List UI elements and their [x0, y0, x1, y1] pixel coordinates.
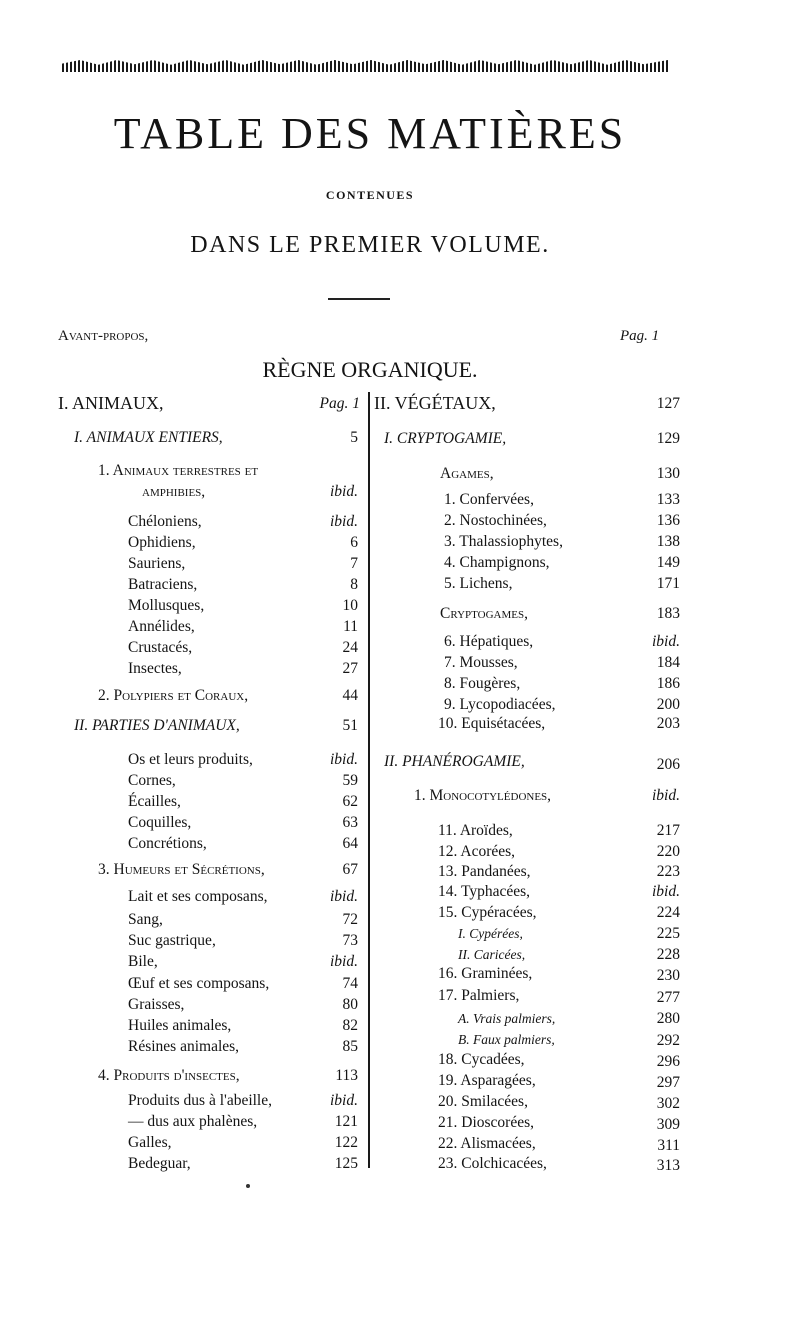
toc-page: 223 [656, 863, 680, 880]
toc-page: 220 [656, 843, 680, 860]
toc-entry: Résines animales, [128, 1038, 240, 1055]
toc-page: 74 [342, 975, 358, 992]
toc-entry: 17. Palmiers, [438, 987, 520, 1004]
toc-entry: Concrétions, [128, 835, 207, 852]
toc-page: 136 [656, 512, 680, 529]
toc-page: 44 [342, 687, 358, 704]
toc-page: 7 [350, 555, 358, 572]
toc-entry: 18. Cycadées, [438, 1051, 525, 1068]
toc-entry: 15. Cypéracées, [438, 904, 537, 921]
toc-entry: Suc gastrique, [128, 932, 216, 949]
toc-entry: A. Vrais palmiers, [458, 1011, 556, 1026]
toc-entry: 14. Typhacées, [438, 883, 531, 900]
toc-page: 228 [656, 946, 680, 963]
toc-entry: Mollusques, [128, 597, 205, 614]
toc-entry: Cryptogames, [440, 605, 528, 622]
toc-entry: 19. Asparagées, [438, 1072, 536, 1089]
print-mark [246, 1184, 250, 1188]
toc-entry: Insectes, [128, 660, 182, 677]
toc-page: 292 [656, 1032, 680, 1049]
subtitle-contenues: CONTENUES [325, 188, 415, 202]
toc-entry: Batraciens, [128, 576, 198, 593]
toc-entry: 1. Confervées, [444, 491, 534, 508]
toc-entry: Graisses, [128, 996, 185, 1013]
toc-page: 133 [656, 491, 680, 508]
toc-entry: Agames, [440, 465, 494, 482]
toc-entry: 21. Dioscorées, [438, 1114, 534, 1131]
toc-page: 5 [350, 429, 358, 446]
toc-entry: 6. Hépatiques, [444, 633, 534, 650]
foreword-label: Avant-propos, [58, 328, 149, 344]
toc-page: 206 [656, 756, 680, 773]
toc-entry: 1. Animaux terrestres et [98, 462, 259, 479]
left-header-page: Pag. 1 [319, 395, 360, 412]
toc-page: ibid. [330, 513, 358, 530]
toc-page: 67 [342, 861, 358, 878]
toc-page: 130 [656, 465, 680, 482]
toc-entry: Crustacés, [128, 639, 193, 656]
toc-page: 27 [342, 660, 358, 677]
toc-page: 186 [656, 675, 680, 692]
toc-entry: 8. Fougères, [444, 675, 521, 692]
toc-page: ibid. [330, 953, 358, 970]
title-rule [328, 298, 390, 300]
toc-entry: 9. Lycopodiacées, [444, 696, 556, 713]
right-header-page: 127 [656, 395, 680, 412]
column-divider [368, 392, 370, 1168]
toc-entry: 1. Monocotylédones, [414, 787, 552, 804]
toc-page: 10 [342, 597, 358, 614]
toc-page: ibid. [330, 751, 358, 768]
toc-page: 82 [342, 1017, 358, 1034]
toc-page: 73 [342, 932, 358, 949]
toc-entry: 3. Thalassiophytes, [444, 533, 563, 550]
foreword-page: Pag. 1 [620, 328, 660, 344]
toc-page: 8 [350, 576, 358, 593]
toc-entry: 10. Equisétacées, [438, 715, 546, 732]
toc-entry: II. PHANÉROGAMIE, [384, 753, 525, 770]
toc-page: 113 [335, 1067, 358, 1084]
toc-page: 184 [656, 654, 680, 671]
toc-entry: Chéloniens, [128, 513, 202, 530]
toc-entry: Écailles, [128, 793, 181, 810]
toc-entry: 11. Aroïdes, [438, 822, 513, 839]
toc-page: 63 [342, 814, 358, 831]
toc-page: 24 [342, 639, 358, 656]
toc-page: ibid. [330, 888, 358, 905]
toc-page: 125 [334, 1155, 358, 1172]
toc-page: 51 [342, 717, 358, 734]
toc-entry: 23. Colchicacées, [438, 1155, 547, 1172]
toc-page: 203 [656, 715, 680, 732]
toc-page: ibid. [330, 1092, 358, 1109]
toc-entry: Bedeguar, [128, 1155, 191, 1172]
toc-page: 64 [342, 835, 358, 852]
toc-entry: 12. Acorées, [438, 843, 516, 860]
toc-page: 277 [656, 989, 680, 1006]
toc-entry: Os et leurs produits, [128, 751, 253, 768]
toc-entry: I. ANIMAUX ENTIERS, [74, 429, 223, 446]
toc-entry: Bile, [128, 953, 158, 970]
subtitle-volume: DANS LE PREMIER VOLUME. [190, 232, 550, 258]
toc-entry: I. CRYPTOGAMIE, [384, 430, 507, 447]
toc-page: 280 [656, 1010, 680, 1027]
toc-entry: 22. Alismacées, [438, 1135, 536, 1152]
toc-page: 217 [656, 822, 680, 839]
toc-entry: Produits dus à l'abeille, [128, 1092, 272, 1109]
toc-entry: 2. Nostochinées, [444, 512, 547, 529]
toc-page: ibid. [652, 883, 680, 900]
toc-page: ibid. [652, 787, 680, 804]
toc-entry: 16. Graminées, [438, 965, 533, 982]
toc-entry: Sang, [128, 911, 163, 928]
toc-page: 230 [656, 967, 680, 984]
toc-page: 171 [656, 575, 680, 592]
section-heading: RÈGNE ORGANIQUE. [262, 357, 478, 382]
toc-entry: Coquilles, [128, 814, 192, 831]
toc-page: 59 [342, 772, 358, 789]
toc-page: 122 [334, 1134, 358, 1151]
toc-entry: B. Faux palmiers, [458, 1032, 555, 1047]
toc-entry: 7. Mousses, [444, 654, 518, 671]
toc-page: 302 [656, 1095, 680, 1112]
toc-entry: 4. Champignons, [444, 554, 550, 571]
toc-entry: 13. Pandanées, [438, 863, 531, 880]
toc-entry: Huiles animales, [128, 1017, 232, 1034]
toc-entry: 4. Produits d'insectes, [98, 1067, 240, 1084]
toc-page: 129 [656, 430, 680, 447]
toc-page: 224 [656, 904, 680, 921]
toc-entry: 2. Polypiers et Coraux, [98, 687, 249, 704]
toc-entry: II. PARTIES D'ANIMAUX, [74, 717, 240, 734]
toc-page: ibid. [652, 633, 680, 650]
toc-entry: — dus aux phalènes, [128, 1113, 258, 1130]
toc-page: 138 [656, 533, 680, 550]
toc-page: 297 [656, 1074, 680, 1091]
toc-entry: Galles, [128, 1134, 172, 1151]
toc-page: 85 [342, 1038, 358, 1055]
toc-page: 311 [657, 1137, 680, 1154]
toc-page: 200 [656, 696, 680, 713]
toc-entry: Annélides, [128, 618, 195, 635]
toc-page: 149 [656, 554, 680, 571]
toc-entry: Sauriens, [128, 555, 186, 572]
right-header-label: II. VÉGÉTAUX, [374, 393, 496, 413]
toc-page: 309 [656, 1116, 680, 1133]
toc-page: 121 [334, 1113, 358, 1130]
toc-page: 6 [350, 534, 358, 551]
header-ornament [62, 60, 668, 72]
toc-entry: Cornes, [128, 772, 176, 789]
toc-entry: 3. Humeurs et Sécrétions, [98, 861, 265, 878]
toc-entry: Lait et ses composans, [128, 888, 268, 905]
toc-page: 183 [656, 605, 680, 622]
toc-entry: 5. Lichens, [444, 575, 513, 592]
toc-entry: amphibies, [142, 483, 206, 500]
toc-page: ibid. [330, 483, 358, 500]
page-title: TABLE DES MATIÈRES [113, 109, 627, 158]
toc-entry: Œuf et ses composans, [128, 975, 270, 992]
toc-entry: 20. Smilacées, [438, 1093, 528, 1110]
toc-entry: Ophidiens, [128, 534, 196, 551]
toc-entry: II. Caricées, [458, 947, 526, 962]
toc-page: 72 [342, 911, 358, 928]
toc-page: 80 [342, 996, 358, 1013]
toc-page: 11 [343, 618, 358, 635]
toc-page: 313 [656, 1157, 680, 1174]
toc-page: 296 [656, 1053, 680, 1070]
toc-page: 62 [342, 793, 358, 810]
toc-entry: I. Cypérées, [458, 926, 523, 941]
toc-page: 225 [656, 925, 680, 942]
left-header-label: I. ANIMAUX, [58, 393, 164, 413]
